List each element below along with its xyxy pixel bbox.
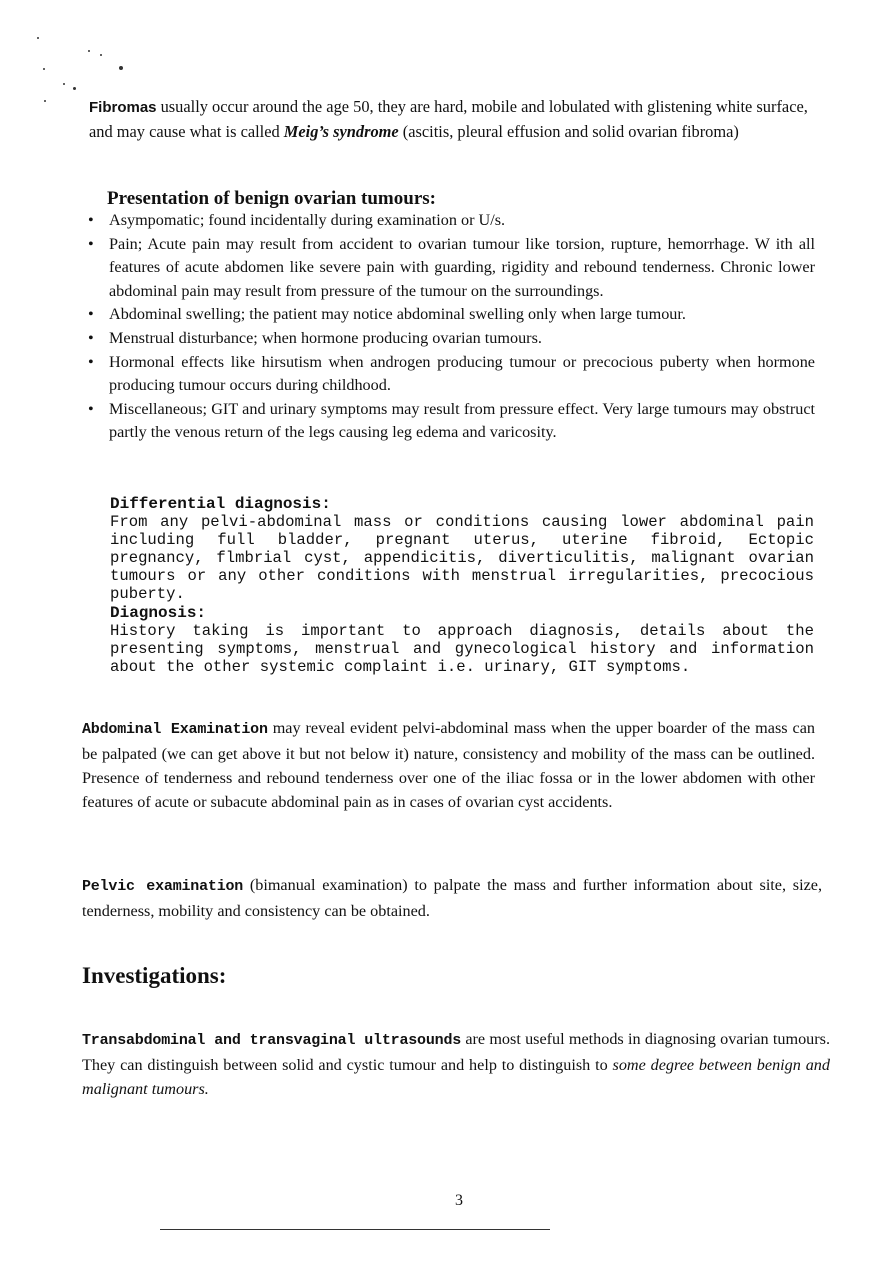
page-number: 3 (455, 1192, 463, 1209)
fibromas-lead: Fibromas (89, 99, 157, 116)
fibromas-text-2: (ascitis, pleural effusion and solid ovarian fibroma) (398, 122, 739, 141)
list-item: • Menstrual disturbance; when hormone producing ovarian tumours. (88, 327, 815, 351)
fibromas-text-1: usually occur around the age 50, they are hard, mobile and lobulated with glistening white surface, and may cause what is called (89, 97, 808, 141)
scan-speck (44, 100, 46, 102)
differential-diagnosis-section (110, 495, 814, 603)
list-item: • Hormonal effects like hirsutism when androgen producing tumour or precocious puberty when hormone producing tumour occurs during childhood. (88, 351, 815, 398)
list-item: • Abdominal swelling; the patient may notice abdominal swelling only when large tumour. (88, 303, 815, 327)
scan-speck (73, 87, 76, 90)
scan-speck (63, 83, 65, 85)
meigs-syndrome-term: Meig’s syndrome (283, 122, 399, 141)
list-item: • Pain; Acute pain may result from accident to ovarian tumour like torsion, rupture, hemorrhage. W ith all features of acute abdomen like severe pain with guarding, rigidity and rebound tenderness. Chronic lower abdominal pain may result from pressure of the tumour on the surroundings. (88, 233, 815, 304)
diagnosis-section (110, 604, 814, 676)
list-item: • Miscellaneous; GIT and urinary symptoms may result from pressure effect. Very large tumours may obstruct partly the venous return of the legs causing leg edema and varicosity. (88, 398, 815, 445)
diagnosis-body: History taking is important to approach diagnosis, details about the presenting symptoms, menstrual and gynecological history and information about the other systemic complaint i.e. urinary, GIT symptoms. (110, 622, 814, 676)
fibromas-paragraph (89, 95, 819, 144)
ultrasound-text-1: are most useful methods in diagnosing ovarian tumours. They can distinguish between solid and cystic tumour and help to distinguish to (82, 1030, 831, 1074)
pelvic-lead: Pelvic examination (82, 878, 244, 895)
list-item: • Asympomatic; found incidentally during examination or U/s. (88, 209, 815, 233)
differential-body: From any pelvi-abdominal mass or conditions causing lower abdominal pain including full bladder, pregnant uterus, uterine fibroid, Ectopic pregnancy, flmbrial cyst, appendicitis, diverticulitis, malignant ovarian tumours or any other conditions with menstrual irregularities, precocious puberty. (110, 513, 814, 603)
scan-speck (88, 50, 90, 52)
ultrasound-italic: some degree between benign and malignant tumours. (82, 1056, 830, 1098)
pelvic-examination-paragraph (82, 873, 822, 923)
ultrasound-lead: Transabdominal and transvaginal ultrasounds (82, 1032, 462, 1049)
diagnosis-heading: Diagnosis: (110, 604, 207, 622)
abdominal-examination-paragraph (82, 716, 815, 814)
differential-heading: Differential diagnosis: (110, 495, 331, 513)
abdominal-lead: Abdominal Examination (82, 721, 268, 738)
scan-speck (100, 54, 102, 56)
pelvic-text: (bimanual examination) to palpate the mass and further information about site, size, tenderness, mobility and consistency can be obtained. (82, 876, 822, 920)
ultrasound-paragraph (82, 1027, 830, 1101)
investigations-heading: Investigations: (82, 963, 227, 988)
scan-speck (43, 68, 45, 70)
abdominal-text: may reveal evident pelvi-abdominal mass when the upper boarder of the mass can be palpated (we can get above it but not below it) nature, consistency and mobility of the mass can be outlined. Presence of tenderness and rebound tenderness over one of the iliac fossa or in the lower abdomen with other features of acute or subacute abdominal pain as in cases of ovarian cyst accidents. (82, 719, 815, 811)
scan-speck (119, 66, 123, 70)
footer-rule (160, 1229, 550, 1230)
presentation-list (88, 209, 815, 445)
scan-speck (37, 37, 39, 39)
presentation-heading: Presentation of benign ovarian tumours: (107, 188, 436, 209)
